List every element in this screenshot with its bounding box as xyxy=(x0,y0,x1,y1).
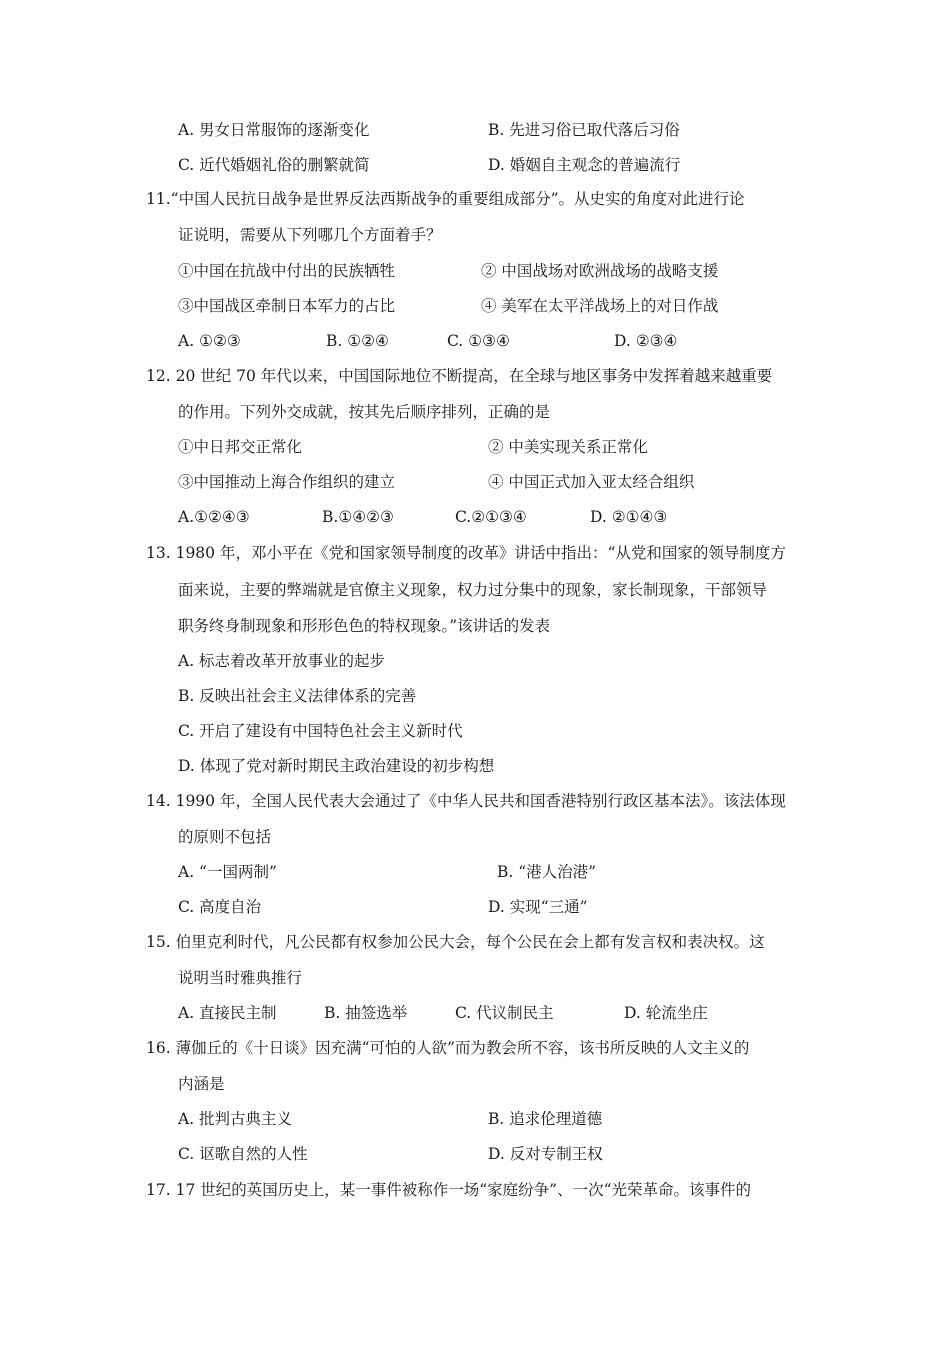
q17-stem-line1: 17. 17 世纪的英国历史上，某一事件被称作一场“家庭纷争”、一次“光荣革命。该事件的 xyxy=(146,1181,752,1199)
q12-option-a: A.①②④③ xyxy=(178,508,250,526)
q12-item-2: ② 中美实现关系正常化 xyxy=(488,438,648,456)
q10-option-c: C. 近代婚姻礼俗的删繁就简 xyxy=(178,156,370,174)
q13-stem-line2: 面来说，主要的弊端就是官僚主义现象，权力过分集中的现象，家长制现象，干部领导 xyxy=(178,581,768,599)
q10-option-d: D. 婚姻自主观念的普遍流行 xyxy=(488,156,681,174)
q13-option-b: B. 反映出社会主义法律体系的完善 xyxy=(178,687,417,705)
q14-option-a: A. “一国两制” xyxy=(178,863,277,881)
q15-option-d: D. 轮流坐庄 xyxy=(624,1004,708,1022)
q15-option-a: A. 直接民主制 xyxy=(178,1004,277,1022)
q15-option-c: C. 代议制民主 xyxy=(455,1004,554,1022)
q16-option-b: B. 追求伦理道德 xyxy=(488,1110,603,1128)
q12-stem-line2: 的作用。下列外交成就，按其先后顺序排列，正确的是 xyxy=(178,403,551,421)
q11-option-d: D. ②③④ xyxy=(614,332,678,350)
q13-stem-line3: 职务终身制现象和形形色色的特权现象。”该讲话的发表 xyxy=(178,617,551,635)
q11-item-4: ④ 美军在太平洋战场上的对日作战 xyxy=(481,297,719,315)
q14-option-c: C. 高度自治 xyxy=(178,898,262,916)
q10-option-b: B. 先进习俗已取代落后习俗 xyxy=(488,121,680,139)
q15-stem-line2: 说明当时雅典推行 xyxy=(178,969,303,987)
q14-stem-line1: 14. 1990 年，全国人民代表大会通过了《中华人民共和国香港特别行政区基本法》。该法体现 xyxy=(146,792,786,810)
q16-stem-line1: 16. 薄伽丘的《十日谈》因充满“可怕的人欲”而为教会所不容，该书所反映的人文主义的 xyxy=(146,1039,750,1057)
q14-option-b: B. “港人治港” xyxy=(497,863,597,881)
q11-item-1: ①中国在抗战中付出的民族牺牲 xyxy=(178,262,396,280)
q11-option-a: A. ①②③ xyxy=(178,332,241,350)
q16-stem-line2: 内涵是 xyxy=(178,1075,225,1093)
q12-option-c: C.②①③④ xyxy=(455,508,527,526)
q11-option-c: C. ①③④ xyxy=(447,332,510,350)
q14-option-d: D. 实现“三通” xyxy=(488,898,588,916)
q11-stem-line1: 11.“中国人民抗日战争是世界反法西斯战争的重要组成部分”。从史实的角度对此进行论 xyxy=(146,190,745,208)
q13-option-a: A. 标志着改革开放事业的起步 xyxy=(178,652,386,670)
q13-stem-line1: 13. 1980 年，邓小平在《党和国家领导制度的改革》讲话中指出：“从党和国家的领导制度方 xyxy=(146,544,786,562)
q12-item-3: ③中国推动上海合作组织的建立 xyxy=(178,473,396,491)
q12-stem-line1: 12. 20 世纪 70 年代以来，中国国际地位不断提高，在全球与地区事务中发挥着越来越重要 xyxy=(146,367,773,385)
q12-item-4: ④ 中国正式加入亚太经合组织 xyxy=(488,473,695,491)
q11-item-2: ② 中国战场对欧洲战场的战略支援 xyxy=(481,262,719,280)
q15-stem-line1: 15. 伯里克利时代，凡公民都有权参加公民大会，每个公民在会上都有发言权和表决权。这 xyxy=(146,933,765,951)
q14-stem-line2: 的原则不包括 xyxy=(178,828,272,846)
q16-option-c: C. 讴歌自然的人性 xyxy=(178,1145,308,1163)
q10-option-a: A. 男女日常服饰的逐渐变化 xyxy=(178,121,370,139)
q12-option-d: D. ②①④③ xyxy=(590,508,668,526)
q16-option-d: D. 反对专制王权 xyxy=(488,1145,603,1163)
q13-option-d: D. 体现了党对新时期民主政治建设的初步构想 xyxy=(178,757,495,775)
q11-option-b: B. ①②④ xyxy=(326,332,389,350)
q12-item-1: ①中日邦交正常化 xyxy=(178,438,303,456)
q15-option-b: B. 抽签选举 xyxy=(324,1004,408,1022)
q11-item-3: ③中国战区牵制日本军力的占比 xyxy=(178,297,396,315)
q11-stem-line2: 证说明，需要从下列哪几个方面着手？ xyxy=(178,226,442,244)
q13-option-c: C. 开启了建设有中国特色社会主义新时代 xyxy=(178,722,463,740)
q12-option-b: B.①④②③ xyxy=(322,508,394,526)
q16-option-a: A. 批判古典主义 xyxy=(178,1110,293,1128)
